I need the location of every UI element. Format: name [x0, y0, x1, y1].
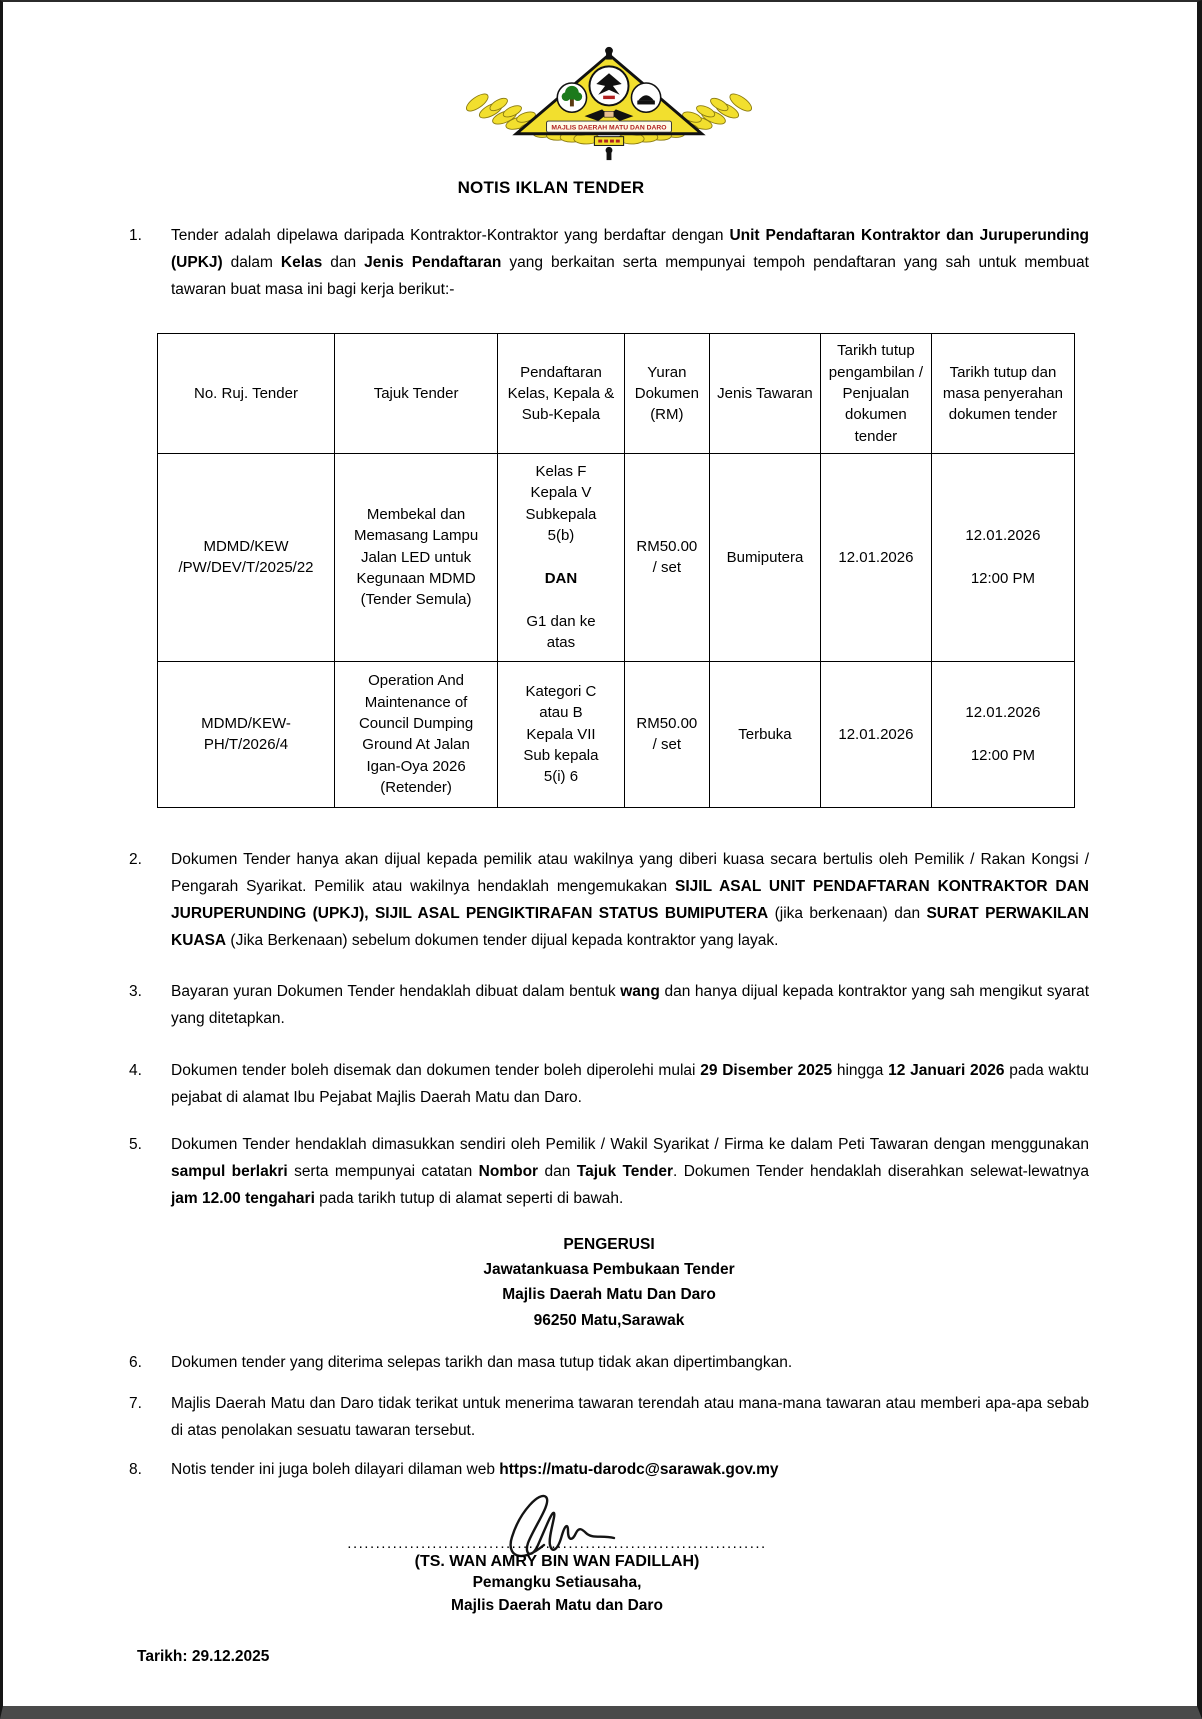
column-header: Tarikh tutup dan masa penyerahan dokumen tender [931, 334, 1074, 453]
table-cell: Membekal dan Memasang Lampu Jalan LED untuk Kegunaan MDMD (Tender Semula) [334, 453, 497, 661]
tender-table [157, 333, 1075, 807]
paragraph-number: 6. [129, 1353, 142, 1371]
table-cell: 12.01.2026 [820, 661, 931, 807]
council-crest-logo [444, 42, 774, 164]
table-cell: Kategori C atau B Kepala VII Sub kepala 5(i) 6 [498, 661, 625, 807]
paragraph-number: 2. [129, 850, 142, 868]
table-cell: MDMD/KEW /PW/DEV/T/2025/22 [158, 453, 335, 661]
table-cell: 12.01.2026 12:00 PM [931, 661, 1074, 807]
paragraph-number: 4. [129, 1061, 142, 1079]
paragraph-text: Bayaran yuran Dokumen Tender hendaklah dibuat dalam bentuk wang dan hanya dijual kepada kontraktor yang sah mengikut syarat yang ditetapkan. [171, 983, 1089, 1028]
paragraph-text: Notis tender ini juga boleh dilayari dilaman web https://matu-darodc@sarawak.gov.my [171, 1461, 779, 1479]
paragraph-number: 3. [129, 983, 142, 1001]
paragraph-text: Dokumen Tender hendaklah dimasukkan sendiri oleh Pemilik / Wakil Syarikat / Firma ke dalam Peti Tawaran dengan menggunakan sampul berlakri serta mempunyai catatan Nombor dan Tajuk Tender. Dokumen Tender hendaklah diserahkan selewat-lewatnya jam 12.00 tengahari pada tarikh tutup di alamat seperti di bawah. [171, 1135, 1089, 1208]
chairman-address-block [129, 1232, 1089, 1332]
table-cell: 12.01.2026 12:00 PM [931, 453, 1074, 661]
paragraph-number: 5. [129, 1135, 142, 1153]
signature-block [77, 1485, 1037, 1618]
paragraph-5 [129, 1131, 1089, 1212]
table-cell: RM50.00 / set [624, 661, 709, 807]
table-header-row [158, 334, 1075, 453]
signatory-title: Pemangku Setiausaha, [472, 1574, 642, 1592]
paragraph-text: Dokumen Tender hanya akan dijual kepada pemilik atau wakilnya yang diberi kuasa secara bertulis oleh Pemilik / Rakan Kongsi / Pengarah Syarikat. Pemilik atau wakilnya hendaklah mengemukakan SIJIL ASAL UNIT PENDAFTARAN KONTRAKTOR DAN JURUPERUNDING (UPKJ), SIJIL ASAL PENGIKTIRAFAN STATUS BUMIPUTERA (jika berkenaan) dan SURAT PERWAKILAN KUASA (Jika Berkenaan) sebelum dokumen tender dijual kepada kontraktor yang layak. [171, 850, 1089, 950]
paragraph-number: 8. [129, 1461, 142, 1479]
table-cell: RM50.00 / set [624, 453, 709, 661]
column-header: No. Ruj. Tender [158, 334, 335, 453]
paragraph-text: Dokumen tender yang diterima selepas tarikh dan masa tutup tidak akan dipertimbangkan. [171, 1353, 793, 1371]
address-line: 96250 Matu,Sarawak [533, 1311, 685, 1329]
page-title: NOTIS IKLAN TENDER [457, 178, 645, 197]
paragraph-3 [129, 978, 1089, 1032]
paragraph-2 [129, 846, 1089, 955]
column-header: Jenis Tawaran [709, 334, 820, 453]
table-cell: Terbuka [709, 661, 820, 807]
logo-container [129, 42, 1089, 164]
signatory-organization: Majlis Daerah Matu dan Daro [451, 1597, 663, 1615]
table-cell: MDMD/KEW- PH/T/2026/4 [158, 661, 335, 807]
column-header: Tarikh tutup pengambilan / Penjualan dokumen tender [820, 334, 931, 453]
paragraph-text: Tender adalah dipelawa daripada Kontraktor-Kontraktor yang berdaftar dengan Unit Pendaftaran Kontraktor dan Juruperunding (UPKJ) dalam Kelas dan Jenis Pendaftaran yang berkaitan serta mempunyai tempoh pendaftaran yang sah untuk membuat tawaran buat masa ini bagi kerja berikut:- [171, 227, 1089, 299]
address-line: Jawatankuasa Pembukaan Tender [483, 1261, 735, 1279]
paragraph-number: 1. [129, 227, 142, 244]
column-header: Yuran Dokumen (RM) [624, 334, 709, 453]
table-cell: Operation And Maintenance of Council Dumping Ground At Jalan Igan-Oya 2026 (Retender) [334, 661, 497, 807]
table-cell: 12.01.2026 [820, 453, 931, 661]
paragraph-1 [129, 222, 1089, 303]
paragraph-text: Dokumen tender boleh disemak dan dokumen tender boleh diperolehi mulai 29 Disember 2025 hingga 12 Januari 2026 pada waktu pejabat di alamat Ibu Pejabat Majlis Daerah Matu dan Daro. [171, 1061, 1089, 1106]
date-label: Tarikh: 29.12.2025 [137, 1647, 270, 1665]
paragraph-4 [129, 1057, 1089, 1111]
signature-dotted-line: .......................................................................... [347, 1535, 767, 1553]
address-line: PENGERUSI [563, 1236, 655, 1254]
paragraph-7 [129, 1390, 1089, 1444]
table-cell: Kelas F Kepala V Subkepala 5(b) DAN G1 dan ke atas [498, 453, 625, 661]
signatory-name: (TS. WAN AMRY BIN WAN FADILLAH) [414, 1553, 700, 1571]
table-cell: Bumiputera [709, 453, 820, 661]
column-header: Pendaftaran Kelas, Kepala & Sub-Kepala [498, 334, 625, 453]
paragraph-text: Majlis Daerah Matu dan Daro tidak terikat untuk menerima tawaran terendah atau mana-mana tawaran atau memberi apa-apa sebab di atas penolakan sesuatu tawaran tersebut. [171, 1394, 1089, 1439]
table-row [158, 453, 1075, 661]
paragraph-number: 7. [129, 1394, 142, 1412]
logo-banner-text: MAJLIS DAERAH MATU DAN DARO [551, 124, 667, 132]
table-row [158, 661, 1075, 807]
paragraph-6 [129, 1349, 1089, 1376]
column-header: Tajuk Tender [334, 334, 497, 453]
address-line: Majlis Daerah Matu Dan Daro [502, 1286, 716, 1304]
paragraph-8 [129, 1456, 1089, 1483]
